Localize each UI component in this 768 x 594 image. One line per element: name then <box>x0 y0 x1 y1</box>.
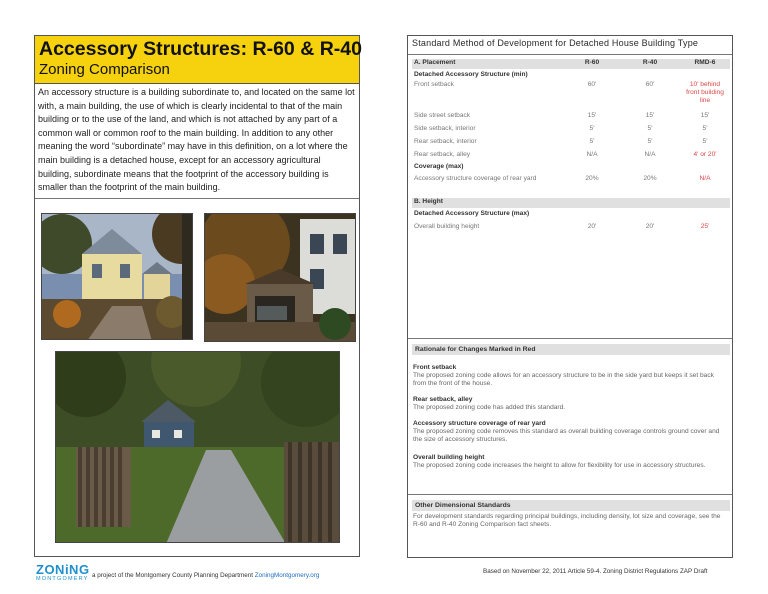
detached-max-label: Detached Accessory Structure (max) <box>414 210 530 217</box>
row-rmd6: 15' <box>700 112 710 119</box>
table-row <box>412 223 730 233</box>
divider <box>408 494 732 495</box>
section-a-header <box>412 59 730 69</box>
row-r40: 20' <box>645 223 655 230</box>
logo-line1: ZONiNG <box>36 562 90 577</box>
coverage-label: Coverage (max) <box>414 163 464 170</box>
table-row <box>412 125 730 135</box>
row-rmd6: N/A <box>699 175 711 182</box>
row-r60: 15' <box>587 112 597 119</box>
rationale-item <box>413 454 727 470</box>
zoning-link[interactable]: ZoningMontgomery.org <box>254 572 320 579</box>
row-rmd6: 5' <box>702 138 708 145</box>
row-label: Side street setback <box>414 112 471 119</box>
footer-source: Based on November 22, 2011 Article 59-4. Zoning District Regulations ZAP Draft <box>483 568 708 575</box>
left-panel <box>34 35 360 557</box>
row-rmd6: 4' or 20' <box>693 151 717 158</box>
standards-header: Standard Method of Development for Detached House Building Type <box>408 36 732 55</box>
detached-max-heading <box>412 210 730 220</box>
logo-line2: MONTGOMERY <box>36 576 89 582</box>
table-row <box>412 138 730 148</box>
col-r40: R-40 <box>642 59 658 66</box>
detached-min-label: Detached Accessory Structure (min) <box>414 71 528 78</box>
section-b-header <box>412 198 730 208</box>
row-label: Rear setback, alley <box>414 151 471 158</box>
credit-text: a project of the Montgomery County Planning Department <box>92 572 254 579</box>
table-row <box>412 81 730 109</box>
row-label: Overall building height <box>414 223 480 230</box>
detached-min-heading <box>412 71 730 81</box>
other-standards-text: For development standards regarding principal buildings, including density, lot size and coverage, see the R-60 and R-40 Zoning Comparison fact sheets. <box>413 513 721 528</box>
col-r60: R-60 <box>584 59 600 66</box>
row-r60: 5' <box>589 138 595 145</box>
photo-yellow-house <box>41 213 193 340</box>
rationale-item <box>413 364 727 388</box>
right-panel <box>407 35 733 558</box>
page-subtitle: Zoning Comparison <box>39 61 170 78</box>
row-r60: N/A <box>586 151 598 158</box>
row-r60: 20' <box>587 223 597 230</box>
rationale-title: Accessory structure coverage of rear yard <box>413 420 546 427</box>
section-a-label: A. Placement <box>414 59 456 66</box>
table-row <box>412 112 730 122</box>
row-rmd6: 10' behind front building line <box>686 81 724 104</box>
zoning-montgomery-logo <box>36 563 94 583</box>
row-label: Front setback <box>414 81 454 88</box>
page-title: Accessory Structures: R-60 & R-40 <box>39 38 362 60</box>
row-rmd6: 5' <box>702 125 708 132</box>
rationale-title: Front setback <box>413 364 457 371</box>
row-r40: 5' <box>647 125 653 132</box>
divider <box>408 338 732 339</box>
intro-paragraph: An accessory structure is a building subordinate to, and located on the same lot with, a main building, the use of which is clearly incidental to that of the main building or to the use of the land, and which is not attached by any part of a common wall or common roof to the main building. In addition to any other meaning the word “subordinate” may have in this definition, on a lot where the main building is a detached house, except for an accessory agricultural building, subordinate means that the footprint of the accessory building is smaller than the footprint of the main building. <box>35 84 359 199</box>
row-r40: 60' <box>645 81 655 88</box>
row-rmd6: 25' <box>700 223 710 230</box>
rationale-item <box>413 420 727 444</box>
row-r60: 20% <box>585 175 599 182</box>
row-label: Accessory structure coverage of rear yard <box>414 175 537 182</box>
section-b-label: B. Height <box>414 198 443 205</box>
row-r60: 60' <box>587 81 597 88</box>
photo-garage-house <box>204 213 356 342</box>
row-r40: 5' <box>647 138 653 145</box>
title-box <box>35 36 362 84</box>
rationale-title: Rear setback, alley <box>413 396 473 403</box>
rationale-text: The proposed zoning code increases the height to allow for flexibility for use in accessory structures. <box>413 462 706 469</box>
rationale-text: The proposed zoning code removes this standard as overall building coverage controls ground cover and the size of accessory structures. <box>413 428 720 443</box>
row-r40: 20% <box>643 175 657 182</box>
photo-gate-driveway <box>55 351 340 543</box>
rationale-header: Rationale for Changes Marked in Red <box>412 344 730 355</box>
rationale-item <box>413 396 727 412</box>
row-label: Rear setback, interior <box>414 138 477 145</box>
row-label: Side setback, interior <box>414 125 476 132</box>
coverage-heading <box>412 163 730 173</box>
row-r40: 15' <box>645 112 655 119</box>
table-row <box>412 175 730 185</box>
rationale-title: Overall building height <box>413 454 485 461</box>
rationale-text: The proposed zoning code has added this standard. <box>413 404 566 411</box>
footer-credit <box>92 572 319 579</box>
other-standards-header: Other Dimensional Standards <box>412 500 730 511</box>
row-r60: 5' <box>589 125 595 132</box>
col-rmd6: RMD-6 <box>694 59 716 66</box>
row-r40: N/A <box>644 151 656 158</box>
rationale-text: The proposed zoning code allows for an accessory structure to be in the side yard but keeps it set back from the front of the house. <box>413 372 714 387</box>
table-row <box>412 151 730 161</box>
